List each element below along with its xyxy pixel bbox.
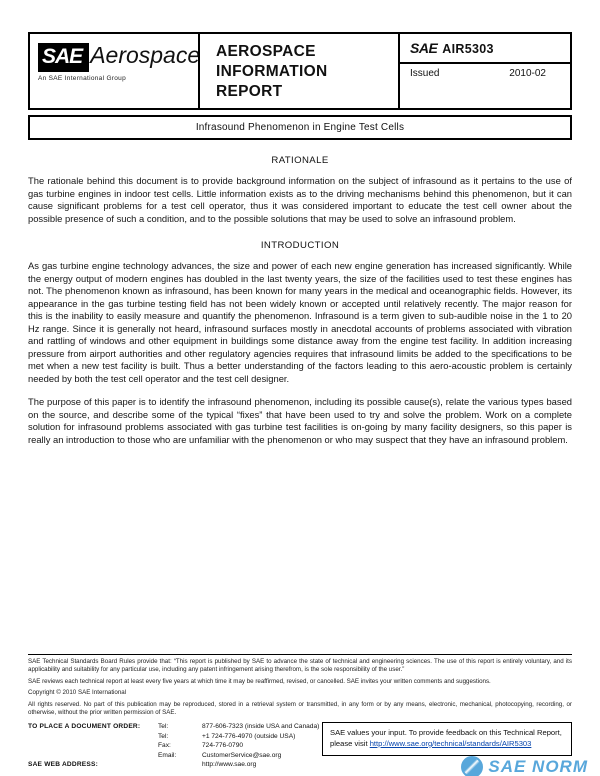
introduction-heading: INTRODUCTION bbox=[260, 240, 340, 251]
tel2-value: +1 724-776-4970 (outside USA) bbox=[202, 732, 296, 740]
legal-notice-1: SAE Technical Standards Board Rules provide that: “This report is published by SAE to advance the state of technical and engineering sciences. The use of this report is entirely voluntary, and its applicability and suitability for any particular use, including any patent infringement arising therefrom, is the sole responsibility of the user.” bbox=[28, 658, 572, 674]
rationale-heading: RATIONALE bbox=[271, 155, 329, 166]
fax-key: Fax: bbox=[158, 742, 171, 750]
introduction-paragraph-2: The purpose of this paper is to identify the infrasound phenomenon, including its possible cause(s), relate the various types based on the source, and describe some of the typical “fixes” that have been used to try and solve the problem. Work on a complete solution for infrasound problems associated with gas turbine test facilities is on-going by many facility designers, so this paper is really an introduction to those who are unfamiliar with the phenomenon or who may suspect that they have an infrasound problem. bbox=[28, 396, 572, 445]
email-key: Email: bbox=[158, 751, 177, 759]
legal-notice-2: SAE reviews each technical report at least every five years at which time it may be reaffirmed, revised, or cancelled. SAE invites your written comments and suggestions. bbox=[28, 677, 491, 685]
introduction-paragraph-1: As gas turbine engine technology advances, the size and power of each new engine generation has increased significantly. While the energy output of modern engines has doubled in the last twenty years, the size of the facilities used to test these engines has not. The phenomenon known as infrasound, has been known for many years in the medical and oceanographic fields. However, its appearance in the gas turbine testing field has not been widely known or accepted until relatively recently. The major reason for this is the inability to easily measure and quantify the phenomenon. Infrasound is a term given to sub-audible noise in the 1 to 20 Hz range. Since it is generally not heard, infrasound surfaces mostly in anecdotal accounts of problems associated with vibration and rattling of windows and other equipment in buildings some distance away from the engine test facility. In addition increasing pressure from airport authorities and other regulatory agencies requires that infrasound limits be added to the specifications to be met when a new test facility is built. Thus a better understanding of the factors leading to this aero-acoustic problem is certainly needed by both the test cell operator and the test cell designer. bbox=[28, 260, 572, 384]
sae-logo-icon: SAE bbox=[38, 43, 89, 72]
page-footer bbox=[28, 654, 588, 776]
tel1-value: 877-606-7323 (inside USA and Canada) bbox=[202, 723, 320, 731]
feedback-text: SAE values your input. To provide feedback on this Technical Report, please visit bbox=[330, 728, 562, 748]
grid-spacer bbox=[158, 760, 200, 770]
order-label: TO PLACE A DOCUMENT ORDER: bbox=[28, 723, 141, 731]
grid-spacer bbox=[28, 741, 156, 751]
tel1-key: Tel: bbox=[158, 723, 169, 731]
issued-date: 2010-02 bbox=[509, 68, 546, 79]
document-reference bbox=[398, 34, 570, 108]
grid-spacer bbox=[28, 751, 156, 761]
document-title: Infrasound Phenomenon in Engine Test Cells bbox=[28, 115, 572, 140]
footer-divider bbox=[28, 654, 572, 655]
globe-icon bbox=[461, 756, 483, 776]
feedback-link[interactable]: http://www.sae.org/technical/standards/AIR5303 bbox=[369, 738, 532, 748]
fax-value: 724-776-0790 bbox=[202, 742, 244, 750]
document-header bbox=[28, 32, 572, 110]
rationale-paragraph: The rationale behind this document is to provide background information on the subject of infrasound as it pertains to the use of gas turbine engines in indoor test cells. Little information exists as to the driving mechanisms behind this phenomenon, but it can cause significant problems for a test cell operator, thus it was considered important to educate the test cell owner about the possible presence of such a condition, and to the possible solutions that may be used to solve an infrasound problem. bbox=[28, 175, 572, 224]
sae-ref-logo: SAE bbox=[410, 40, 438, 56]
sae-website-link[interactable]: http://www.sae.org bbox=[202, 761, 257, 769]
issued-label: Issued bbox=[410, 68, 440, 79]
email-link[interactable]: CustomerService@sae.org bbox=[202, 751, 282, 759]
sae-norm-watermark bbox=[461, 756, 588, 776]
logo-tagline: An SAE International Group bbox=[38, 75, 127, 82]
sae-aerospace-logo bbox=[30, 34, 201, 108]
document-number-row bbox=[400, 34, 570, 64]
document-type-title: AEROSPACE INFORMATION REPORT bbox=[198, 34, 398, 108]
watermark-text: SAE NORM bbox=[488, 757, 588, 776]
issued-row bbox=[400, 64, 570, 83]
document-order-block bbox=[28, 722, 320, 770]
tel2-key: Tel: bbox=[158, 732, 169, 740]
copyright-notice: Copyright © 2010 SAE International bbox=[28, 689, 127, 697]
document-number: AIR5303 bbox=[442, 42, 494, 56]
contact-grid bbox=[28, 722, 320, 770]
reference-spacer bbox=[400, 83, 570, 108]
rights-notice: All rights reserved. No part of this publication may be reproduced, stored in a retrieval system or transmitted, in any form or by any means, electronic, mechanical, photocopying, recording, or otherwise, without the prior written permission of SAE. bbox=[28, 700, 572, 716]
logo-row bbox=[38, 42, 201, 72]
footer-bottom bbox=[28, 722, 588, 776]
aerospace-wordmark: Aerospace bbox=[90, 42, 201, 68]
feedback-box bbox=[322, 722, 572, 755]
grid-spacer bbox=[28, 732, 156, 742]
web-address-label: SAE WEB ADDRESS: bbox=[28, 761, 98, 769]
